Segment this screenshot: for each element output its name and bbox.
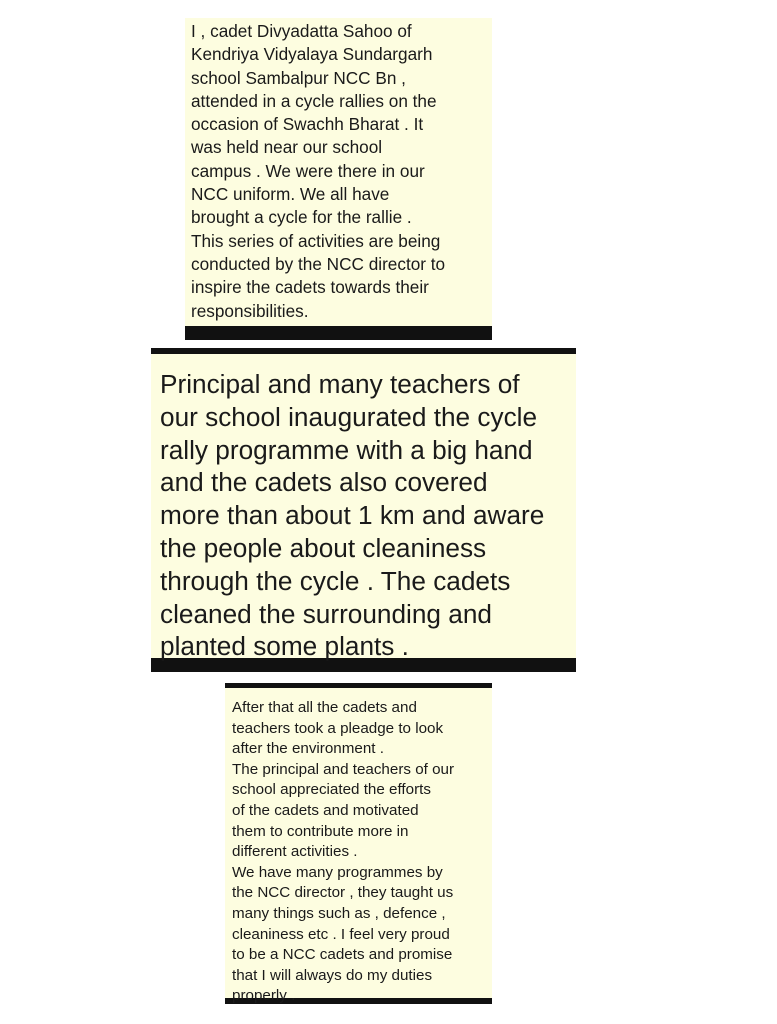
text-panel-inauguration	[151, 348, 576, 672]
panel-text: After that all the cadets and teachers took a pleadge to look after the environment . The principal and teachers of our school appreciated the efforts of the cadets and motivated them to contribute more in different activities . We have many programmes by the NCC director , they taught us many things such as , defence , cleaniness etc . I feel very proud to be a NCC cadets and promise that I will always do my duties properly .	[232, 699, 455, 1005]
text-panel-cycle-rally-intro	[185, 18, 492, 340]
panel-text: Principal and many teachers of our school inaugurated the cycle rally programme with a big hand and the cadets also covered more than about 1 km and aware the people about cleaniness through the cycle . The cadets cleaned the surrounding and planted some plants .	[160, 369, 545, 662]
text-panel-pledge-conclusion	[225, 683, 492, 1004]
panel-text: I , cadet Divyadatta Sahoo of Kendriya Vidyalaya Sundargarh school Sambalpur NCC Bn , attended in a cycle rallies on the occasion of Swachh Bharat . It was held near our school campus . We were there in our NCC uniform. We all have brought a cycle for the rallie . This series of activities are being conducted by the NCC director to inspire the cadets towards their responsibilities.	[191, 21, 446, 321]
